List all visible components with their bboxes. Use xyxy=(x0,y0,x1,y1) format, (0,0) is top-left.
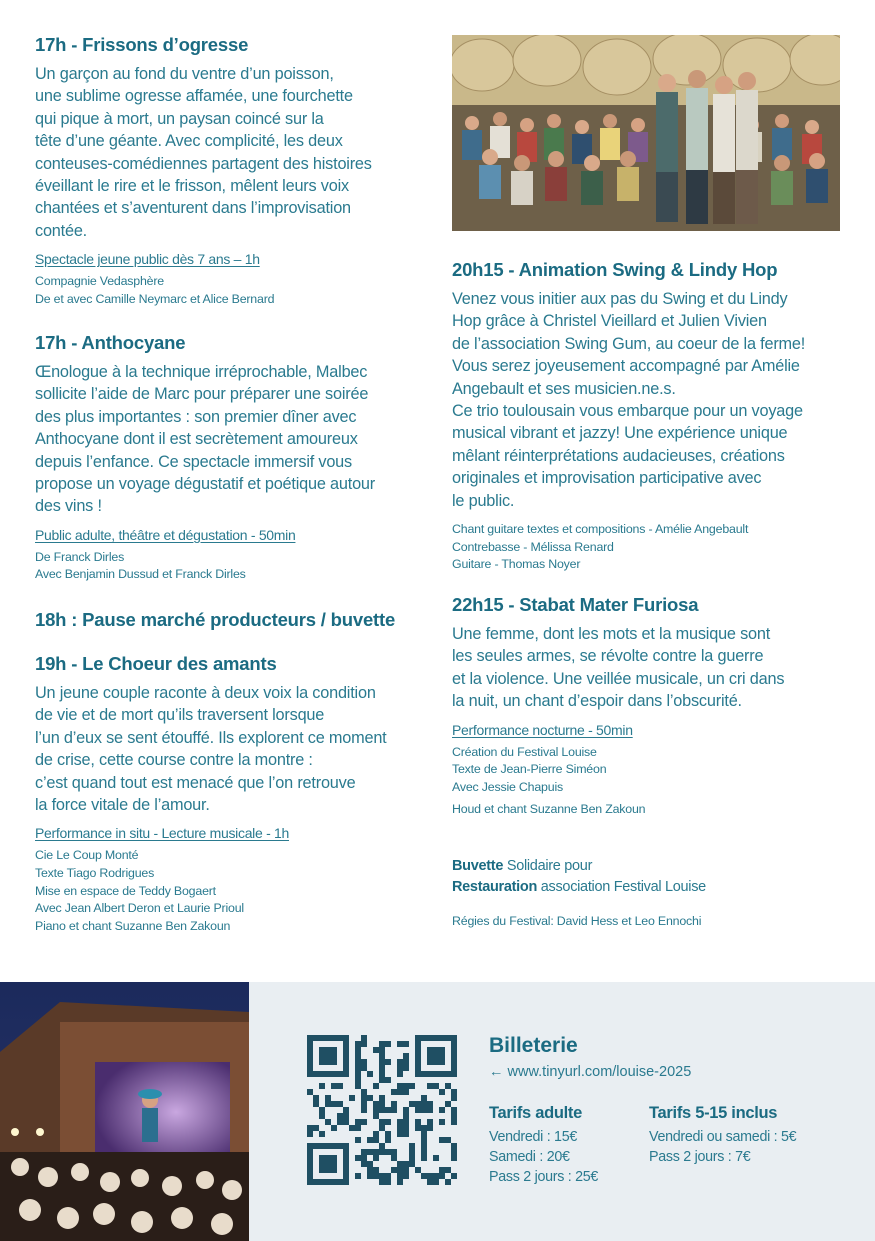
event-credits: Compagnie Vedasphère De et avec Camille Neymarc et Alice Bernard xyxy=(35,274,275,306)
event-swing xyxy=(452,259,852,574)
event-choeur xyxy=(35,653,430,935)
event-description: Un jeune couple raconte à deux voix la condition de vie et de mort qu’ils traversent lorsque l’un d’eux se sent étouffé. Ils explorent ce moment de crise, cette course contre la montre : c’est quand tout est menacé que l’on retrouve la force vitale de l’amour. xyxy=(35,684,387,815)
qr-code-image[interactable] xyxy=(307,1035,457,1185)
regies-credit: Régies du Festival: David Hess et Leo Ennochi xyxy=(452,914,702,928)
tarifs-adulte-list: Vendredi : 15€ Samedi : 20€ Pass 2 jours : 25€ xyxy=(489,1129,599,1185)
event-description: Une femme, dont les mots et la musique sont les seules armes, se révolte contre la guerre et la violence. Une veillée musicale, un cri dans la nuit, un chant d’espoir dans l’obscurité. xyxy=(452,625,785,711)
event-subtitle: Spectacle jeune public dès 7 ans – 1h xyxy=(35,251,260,268)
audience-photo xyxy=(452,35,840,231)
event-credits: Cie Le Coup Monté Texte Tiago Rodrigues Mise en espace de Teddy Bogaert Avec Jean Albert Deron et Laurie Prioul Piano et chant Suzanne Ben Zakoun xyxy=(35,848,244,933)
event-credits: Création du Festival Louise Texte de Jean-Pierre Siméon Avec Jessie Chapuis Houd et chant Suzanne Ben Zakoun xyxy=(452,744,646,817)
event-credits: De Franck Dirles Avec Benjamin Dussud et Franck Dirles xyxy=(35,549,246,582)
audience-photo-image xyxy=(452,35,840,231)
event-description: Un garçon au fond du ventre d’un poisson, une sublime ogresse affamée, une fourchette qui pique à mort, un paysan coincé sur la tête d’une géante. Avec complicité, les deux conteuses-comédiennes partagent des histoires éveillant le rire et le frisson, mêlent leurs voix chantées et s’aventurent dans l’improvisation contée. xyxy=(35,65,372,240)
billeterie-title: Billeterie xyxy=(489,1034,578,1057)
event-title: 20h15 - Animation Swing & Lindy Hop xyxy=(452,259,778,280)
tarifs-adulte-title: Tarifs adulte xyxy=(489,1104,582,1122)
event-pause xyxy=(35,609,455,631)
tarifs-enfants-title: Tarifs 5-15 inclus xyxy=(649,1104,778,1122)
event-subtitle: Performance nocturne - 50min xyxy=(452,721,633,738)
event-frissons xyxy=(35,34,430,308)
stage-photo xyxy=(0,982,249,1241)
event-description: Œnologue à la technique irréprochable, Malbec sollicite l’aide de Marc pour préparer une soirée des plus importantes : son premier dîner avec Anthocyane dont il est secrètement amoureux depuis l’enfance. Ce spectacle immersif vous propose un voyage dégustatif et poétique autour des vins ! xyxy=(35,363,376,516)
ticket-link[interactable]: ← www.tinyurl.com/louise-2025 xyxy=(489,1064,692,1080)
event-anthocyane xyxy=(35,332,430,584)
tarifs-enfants xyxy=(649,1104,796,1167)
event-title: 17h - Frissons d’ogresse xyxy=(35,34,249,55)
tarifs-enfants-list: Vendredi ou samedi : 5€ Pass 2 jours : 7€ xyxy=(649,1129,797,1165)
event-description: Venez vous initier aux pas du Swing et du Lindy Hop grâce à Christel Vieillard et Julien Vivien de l’association Swing Gum, au coeur de la ferme! Vous serez joyeusement accompagné par Amélie Angebault et ses musicien.ne.s. Ce trio toulousain vous embarque pour un voyage musical vibrant et jazzy! Une expérience unique mêlant réinterprétations audacieuses, créations originales et improvisation participative avec le public. xyxy=(452,290,806,510)
event-credits: Chant guitare textes et compositions - Amélie Angebault Contrebasse - Mélissa Renard Guitare - Thomas Noyer xyxy=(452,522,749,572)
event-title: 17h - Anthocyane xyxy=(35,332,186,353)
restauration-label: Restauration xyxy=(452,879,538,895)
buvette-label: Buvette xyxy=(452,858,504,874)
qr-code[interactable] xyxy=(307,1035,457,1185)
tarifs-adulte xyxy=(489,1104,598,1187)
event-subtitle: Performance in situ - Lecture musicale - 1h xyxy=(35,825,289,842)
event-subtitle: Public adulte, théâtre et dégustation - 50min xyxy=(35,526,296,543)
stage-photo-image xyxy=(0,982,249,1241)
event-title: 22h15 - Stabat Mater Furiosa xyxy=(452,594,699,615)
event-title: 18h : Pause marché producteurs / buvette xyxy=(35,609,396,630)
event-stabat xyxy=(452,594,852,819)
event-title: 19h - Le Choeur des amants xyxy=(35,653,277,674)
buvette-info: Buvette Solidaire pour Restauration association Festival Louise xyxy=(452,858,706,895)
